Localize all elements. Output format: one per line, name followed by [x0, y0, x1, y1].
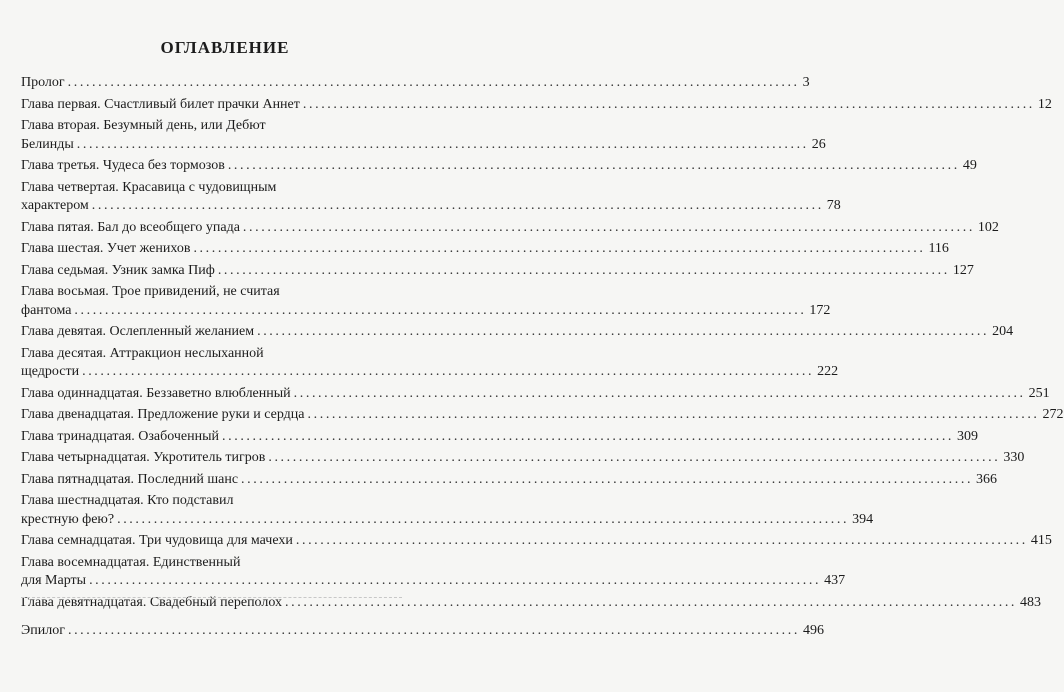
toc-entry-page: 437: [824, 573, 846, 588]
dot-leader: ........................................................................................................................: [67, 75, 800, 90]
toc-entry: [21, 240, 949, 259]
toc-entry: [21, 385, 1050, 404]
toc-entry: [21, 492, 874, 529]
toc-entry-page: 366: [976, 471, 998, 487]
toc-entry: [21, 449, 1025, 468]
toc-entry-title: Глава одиннадцатая. Беззаветно влюбленный: [21, 385, 291, 401]
toc-entry: [21, 117, 826, 154]
toc-entry: [21, 179, 841, 216]
dot-leader: ........................................................................................................................: [217, 262, 950, 278]
toc-entry-title: Глава пятая. Бал до всеобщего упада: [21, 219, 240, 235]
dot-leader: ........................................................................................................................: [67, 623, 800, 638]
toc-entry-title: для Марты: [21, 573, 87, 588]
dot-leader: ........................................................................................................................: [268, 450, 1001, 465]
toc-entry-page: 3: [802, 75, 810, 90]
toc-entry: [21, 554, 846, 591]
toc-entry-page: 394: [852, 511, 874, 527]
toc-entry-title: Глава пятнадцатая. Последний шанс: [21, 471, 239, 487]
toc-entry: [21, 262, 974, 281]
dot-leader: ........................................................................................................................: [307, 407, 1040, 422]
toc-entry: [21, 428, 979, 447]
toc-entry-title: Глава девятая. Ослепленный желанием: [21, 324, 255, 339]
toc-entry-page: 222: [817, 364, 839, 379]
toc-entry-page: 483: [1020, 594, 1042, 610]
toc-entry-title: Эпилог: [21, 623, 65, 638]
toc-entry: [21, 345, 839, 382]
toc-entry-title: Глава первая. Счастливый билет прачки Аннет: [21, 96, 300, 112]
toc-entry-page: 12: [1037, 96, 1052, 112]
dot-leader: ........................................................................................................................: [285, 594, 1018, 610]
toc-entry-title: Глава двенадцатая. Предложение руки и сердца: [21, 407, 305, 422]
dot-leader: ........................................................................................................................: [193, 241, 926, 256]
dot-leader: ........................................................................................................................: [76, 136, 809, 152]
toc-entry-page: 127: [952, 262, 974, 278]
toc-entry-page: 26: [811, 136, 826, 152]
toc-entry-title: крестную фею?: [21, 511, 115, 527]
toc-entry-page: 204: [992, 324, 1014, 339]
toc-entry-page: 309: [957, 428, 979, 444]
toc-entry-title: Глава четырнадцатая. Укротитель тигров: [21, 450, 266, 465]
toc-entry-title: Глава седьмая. Узник замка Пиф: [21, 262, 215, 278]
toc-entry-page: 415: [1030, 533, 1052, 548]
dot-leader: ........................................................................................................................: [89, 573, 822, 588]
toc-entry: [21, 74, 810, 93]
dot-leader: ........................................................................................................................: [242, 219, 975, 235]
toc-entry-page: 49: [962, 158, 977, 173]
toc-entry-title: Белинды: [21, 136, 74, 152]
toc-entry-title: фантома: [21, 302, 72, 318]
toc-entry-page: 251: [1028, 385, 1050, 401]
page-title: ОГЛАВЛЕНИЕ: [160, 38, 290, 57]
toc-entry-title-line1: Глава вторая. Безумный день, или Дебют: [21, 118, 266, 133]
toc-entry-title-line1: Глава десятая. Аттракцион неслыханной: [21, 345, 264, 361]
toc-entry-title: Глава шестая. Учет женихов: [21, 241, 191, 256]
toc-entry-title: Пролог: [21, 75, 65, 90]
dot-leader: ........................................................................................................................: [227, 158, 960, 173]
table-of-contents: [21, 74, 1064, 641]
dot-leader: ........................................................................................................................: [241, 471, 974, 487]
toc-entry-page: 116: [928, 241, 949, 256]
dot-leader: ........................................................................................................................: [74, 302, 807, 318]
toc-entry-title: Глава третья. Чудеса без тормозов: [21, 158, 225, 173]
toc-entry-title-line1: Глава четвертая. Красавица с чудовищным: [21, 179, 277, 195]
dot-leader: ........................................................................................................................: [82, 364, 815, 379]
toc-entry: [21, 283, 831, 320]
toc-entry: [21, 219, 999, 238]
toc-entry-title-line1: Глава восьмая. Трое привидений, не считая: [21, 284, 280, 299]
toc-entry-page: 330: [1003, 450, 1025, 465]
toc-entry-title: Глава девятнадцатая. Свадебный переполох: [21, 594, 283, 610]
toc-entry-title: Глава семнадцатая. Три чудовища для мачехи: [21, 533, 293, 548]
toc-entry-page: 272: [1042, 407, 1064, 422]
toc-entry-title: характером: [21, 198, 89, 213]
dot-leader: ........................................................................................................................: [117, 511, 850, 527]
toc-entry: [21, 471, 998, 490]
dot-leader: ........................................................................................................................: [91, 198, 824, 213]
toc-entry-title-line1: Глава шестнадцатая. Кто подставил: [21, 493, 234, 508]
toc-entry-page: 496: [802, 623, 824, 638]
toc-entry: [21, 532, 1052, 551]
toc-entry-page: 102: [977, 219, 999, 235]
toc-entry: [21, 96, 1052, 115]
toc-entry-page: 78: [826, 198, 841, 213]
dot-leader: ........................................................................................................................: [257, 324, 990, 339]
toc-entry: [21, 157, 977, 176]
dot-leader: ........................................................................................................................: [222, 428, 955, 444]
toc-entry-title-line1: Глава восемнадцатая. Единственный: [21, 554, 241, 570]
dot-leader: ........................................................................................................................: [293, 385, 1026, 401]
dot-leader: ........................................................................................................................: [302, 96, 1035, 112]
toc-entry-title: щедрости: [21, 364, 80, 379]
dot-leader: ........................................................................................................................: [295, 533, 1028, 548]
decorative-dashed-rule: [22, 597, 402, 598]
toc-entry: [21, 622, 824, 641]
toc-entry: [21, 323, 1014, 342]
toc-entry-title: Глава тринадцатая. Озабоченный: [21, 428, 220, 444]
toc-entry-page: 172: [809, 302, 831, 318]
toc-entry: [21, 406, 1064, 425]
